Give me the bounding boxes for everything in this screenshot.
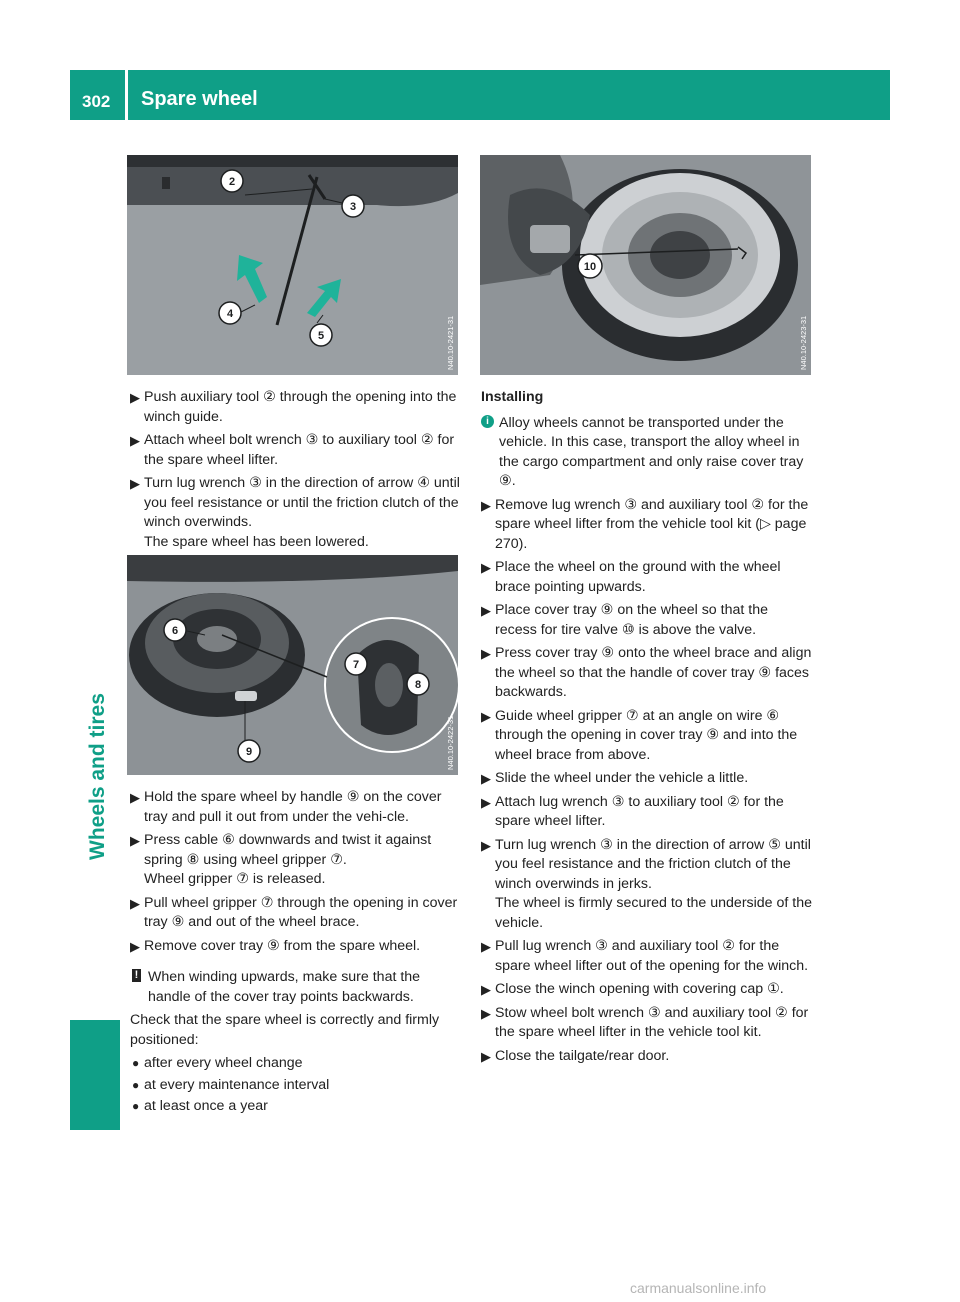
svg-text:9: 9 xyxy=(245,746,253,758)
step-arrow-icon: ▶ xyxy=(130,833,140,848)
callout-3 xyxy=(342,195,364,217)
step-arrow-icon: ▶ xyxy=(481,560,491,575)
svg-text:8: 8 xyxy=(414,679,422,691)
step: ▶ Place cover tray ⑨ on the wheel so that the recess for tire valve ⑩ is above the valve. xyxy=(481,602,768,638)
figure-wheel-gripper xyxy=(127,555,458,775)
step-arrow-icon: ▶ xyxy=(481,982,491,997)
figure-code: N40.10-2423-31 xyxy=(799,315,808,370)
step: ▶ Guide wheel gripper ⑦ at an angle on wire ⑥ through the opening in cover tray ⑨ and into the wheel brace from above. xyxy=(481,707,798,763)
step-arrow-icon: ▶ xyxy=(130,476,140,491)
list-item: ● at least once a year xyxy=(130,1097,460,1117)
section-heading: Installing xyxy=(481,389,544,405)
warning-note: ! When winding upwards, make sure that the handle of the cover tray points backwards. xyxy=(130,968,460,1007)
step: ▶ Close the winch opening with covering cap ①. xyxy=(481,980,813,1000)
svg-text:3: 3 xyxy=(349,201,357,213)
step-arrow-icon: ▶ xyxy=(481,646,491,661)
step-arrow-icon: ▶ xyxy=(481,708,491,724)
step: ▶ Hold the spare wheel by handle ⑨ on the cover tray and pull it out from under the vehi-cle. xyxy=(130,789,442,825)
right-column xyxy=(481,388,813,1070)
svg-text:2: 2 xyxy=(228,176,236,188)
callout-8 xyxy=(407,673,429,695)
step-arrow-icon: ▶ xyxy=(130,390,140,405)
figure-code: N40.10-2421-31 xyxy=(446,315,455,370)
svg-text:6: 6 xyxy=(171,625,179,637)
side-block xyxy=(70,1020,120,1130)
watermark: carmanualsonline.info xyxy=(630,1280,767,1296)
figure-wheel-valve xyxy=(480,155,811,375)
step-arrow-icon: ▶ xyxy=(130,938,140,954)
side-tab-label: Wheels and tires xyxy=(86,693,109,860)
step: ▶ Slide the wheel under the vehicle a little. xyxy=(481,769,813,789)
step-arrow-icon: ▶ xyxy=(130,433,140,448)
bullet-icon: ● xyxy=(132,1099,140,1113)
warning-icon: ! xyxy=(132,969,141,982)
callout-2 xyxy=(221,170,243,192)
callout-7 xyxy=(345,653,367,675)
page-number: 302 xyxy=(82,92,111,111)
warning-paragraph: Check that the spare wheel is correctly and firmly positioned: xyxy=(130,1012,440,1048)
callout-6 xyxy=(164,619,186,641)
figure-winch-tools xyxy=(127,155,458,375)
step: ▶ Remove cover tray ⑨ from the spare wheel. xyxy=(130,937,460,957)
section-title: Spare wheel xyxy=(141,88,258,110)
step: ▶ Attach wheel bolt wrench ③ to auxiliary tool ② for the spare wheel lifter. xyxy=(130,432,455,468)
step: ▶ Attach lug wrench ③ to auxiliary tool ② for the spare wheel lifter. xyxy=(481,793,784,829)
step-result: The spare wheel has been lowered. xyxy=(144,533,369,550)
callout-10 xyxy=(578,254,602,278)
svg-text:10: 10 xyxy=(583,261,597,273)
step-arrow-icon: ▶ xyxy=(130,790,140,805)
step: ▶ Remove lug wrench ③ and auxiliary tool ② for the spare wheel lifter from the vehicle tool kit (▷ page 270). xyxy=(481,496,809,552)
side-tab xyxy=(86,693,109,860)
step: ▶ Press cable ⑥ downwards and twist it against spring ⑧ using wheel gripper ⑦. Wheel gripper ⑦ is released. xyxy=(130,831,460,890)
svg-text:5: 5 xyxy=(317,330,325,342)
callout-9 xyxy=(238,740,260,762)
step-arrow-icon: ▶ xyxy=(481,794,491,810)
header-divider xyxy=(125,70,128,120)
step-arrow-icon: ▶ xyxy=(481,1048,491,1064)
step-result: The wheel is firmly secured to the underside of the vehicle. xyxy=(495,895,813,931)
svg-text:7: 7 xyxy=(352,659,360,671)
left-steps-a xyxy=(130,388,460,556)
step: ▶ Turn lug wrench ③ in the direction of arrow ④ until you feel resistance or until the friction clutch of the winch overwinds. The spare wheel has been lowered. xyxy=(130,474,460,552)
step: ▶ Stow wheel bolt wrench ③ and auxiliary tool ② for the spare wheel lifter in the vehicle tool kit. xyxy=(481,1004,809,1040)
step: ▶ Turn lug wrench ③ in the direction of arrow ⑤ until you feel resistance and the friction clutch of the winch overwinds in jerks. The wheel is firmly secured to the underside of the vehicle. xyxy=(481,836,813,934)
bullet-icon: ● xyxy=(132,1056,140,1070)
figure-code: N40.10-2422-31 xyxy=(446,715,455,770)
svg-text:4: 4 xyxy=(226,308,234,320)
step-arrow-icon: ▶ xyxy=(481,603,491,618)
step: ▶ Pull wheel gripper ⑦ through the opening in cover tray ⑨ and out of the wheel brace. xyxy=(130,894,458,930)
step-arrow-icon: ▶ xyxy=(481,837,491,853)
callout-5 xyxy=(310,324,332,346)
step: ▶ Push auxiliary tool ② through the opening into the winch guide. xyxy=(130,389,457,425)
step-arrow-icon: ▶ xyxy=(481,771,491,786)
info-note: i Alloy wheels cannot be transported under the vehicle. In this case, transport the alloy wheel in the cargo compartment and only raise cover tray ⑨. xyxy=(481,414,813,492)
info-icon: i xyxy=(481,415,494,428)
list-item: ● at every maintenance interval xyxy=(130,1076,460,1096)
step: ▶ Place the wheel on the ground with the wheel brace pointing upwards. xyxy=(481,559,781,595)
step-result: Wheel gripper ⑦ is released. xyxy=(144,871,326,887)
step-arrow-icon: ▶ xyxy=(481,939,491,954)
bullet-icon: ● xyxy=(132,1077,140,1092)
left-steps-b xyxy=(130,788,460,1119)
list-item: ● after every wheel change xyxy=(130,1054,460,1074)
step: ▶ Close the tailgate/rear door. xyxy=(481,1047,813,1067)
step: ▶ Pull lug wrench ③ and auxiliary tool ② for the spare wheel lifter out of the opening for the winch. xyxy=(481,938,809,974)
step-arrow-icon: ▶ xyxy=(481,497,491,513)
step-arrow-icon: ▶ xyxy=(481,1005,491,1021)
step: ▶ Press cover tray ⑨ onto the wheel brace and align the wheel so that the handle of cover tray ⑨ faces backwards. xyxy=(481,645,812,700)
callout-4 xyxy=(219,302,241,324)
step-arrow-icon: ▶ xyxy=(130,895,140,911)
